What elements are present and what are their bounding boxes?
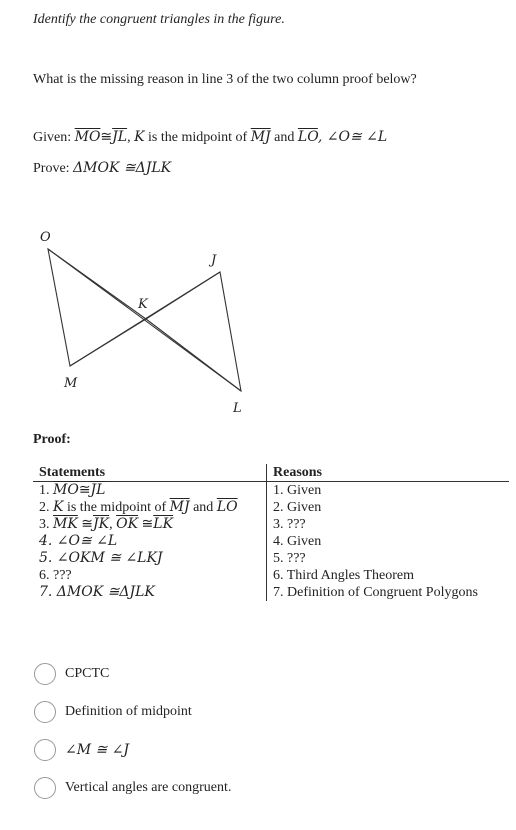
label-k: K [138,297,148,312]
proof-row [33,533,509,550]
point-k: K [134,129,145,145]
segment-mj: $\overline{MJ}$ [169,499,190,515]
prove-statement [33,160,171,177]
segment-jl: $\overline{JL}$ [90,482,106,498]
choice-label: CPCTC [65,666,110,681]
given-midpoint-text: is the midpoint of [144,130,251,145]
congruent-symbol: ≅ [138,517,154,532]
proof-row [33,584,509,601]
proof-header-row [33,464,509,482]
label-o: O [40,230,51,245]
statement-number: 2. [39,500,53,515]
segment-ol [48,249,241,391]
statement-cell: 7. ΔMOK ≅ΔJLK [33,584,267,601]
choice-definition-of-midpoint[interactable] [34,701,192,723]
statement-number: 1. [39,483,53,498]
given-and: and [270,130,298,145]
statements-header: Statements [33,464,267,482]
choice-angle-m-congruent-j[interactable] [34,739,129,761]
given-prefix: Given: [33,130,75,145]
proof-row [33,516,509,533]
radio-button[interactable] [34,739,56,761]
statement-cell: 4. ∠O≅ ∠L [33,533,267,550]
question-heading: Identify the congruent triangles in the figure. [33,12,285,27]
radio-button[interactable] [34,701,56,723]
reason-cell: 6. Third Angles Theorem [273,568,415,583]
prove-prefix: Prove: [33,161,74,176]
choice-label: ∠M ≅ ∠J [65,742,130,758]
prove-congruence: ΔMOK ≅ΔJLK [73,160,172,176]
segment-mo: $\overline{MO}$ [74,129,101,145]
question-prompt: What is the missing reason in line 3 of the two column proof below? [33,72,417,87]
segment-lo: $\overline{LO}$ [297,129,318,145]
reason-cell: 1. Given [273,483,322,498]
segment-mj-line [70,272,220,366]
proof-row [33,499,509,516]
segment-ok: $\overline{OK}$ [116,516,139,532]
radio-button[interactable] [34,777,56,799]
given-statement [33,129,387,146]
radio-button[interactable] [34,663,56,685]
reason-cell: 5. ??? [273,551,306,566]
statement-cell [33,499,267,516]
reason-cell: 2. Given [273,500,322,515]
segment-lk: $\overline{LK}$ [153,516,174,532]
reason-cell: 3. ??? [273,517,306,532]
congruent-symbol: ≅ [77,517,94,532]
segment-lo: $\overline{LO}$ [216,499,238,515]
label-l: L [233,401,242,416]
segment-mj: $\overline{MJ}$ [250,129,271,145]
triangle-figure [30,222,260,422]
congruent-symbol: ≅ [100,130,113,145]
proof-table [33,464,509,601]
statement-cell: 6. ??? [33,567,267,584]
statement-cell [33,482,267,500]
label-j: J [211,253,217,268]
choice-label: Definition of midpoint [65,704,192,719]
statement-cell: 5. ∠OKM ≅ ∠LKJ [33,550,267,567]
separator: , [109,517,117,532]
statement-number: 3. [39,517,53,532]
choice-vertical-angles[interactable] [34,777,231,799]
given-angle-text: , ∠O≅ ∠L [317,129,388,145]
choice-cpctc[interactable] [34,663,109,685]
reasons-header: Reasons [267,464,510,482]
midpoint-text: is the midpoint of [63,500,170,515]
proof-row [33,567,509,584]
congruent-symbol: ≅ [78,483,91,498]
segment-mk: $\overline{MK}$ [53,516,78,532]
segment-mo: $\overline{MO}$ [53,482,79,498]
proof-row [33,550,509,567]
proof-label: Proof: [33,432,71,447]
proof-row [33,482,509,500]
segment-jl: $\overline{JL}$ [112,129,128,145]
and-text: and [189,500,217,515]
given-sep: , [127,130,135,145]
segment-jk: $\overline{JK}$ [93,516,110,532]
label-m: M [64,376,78,391]
reason-cell: 4. Given [273,534,322,549]
reason-cell: 7. Definition of Congruent Polygons [273,585,478,600]
point-k: K [53,499,64,515]
choice-label: Vertical angles are congruent. [65,780,232,795]
statement-cell [33,516,267,533]
